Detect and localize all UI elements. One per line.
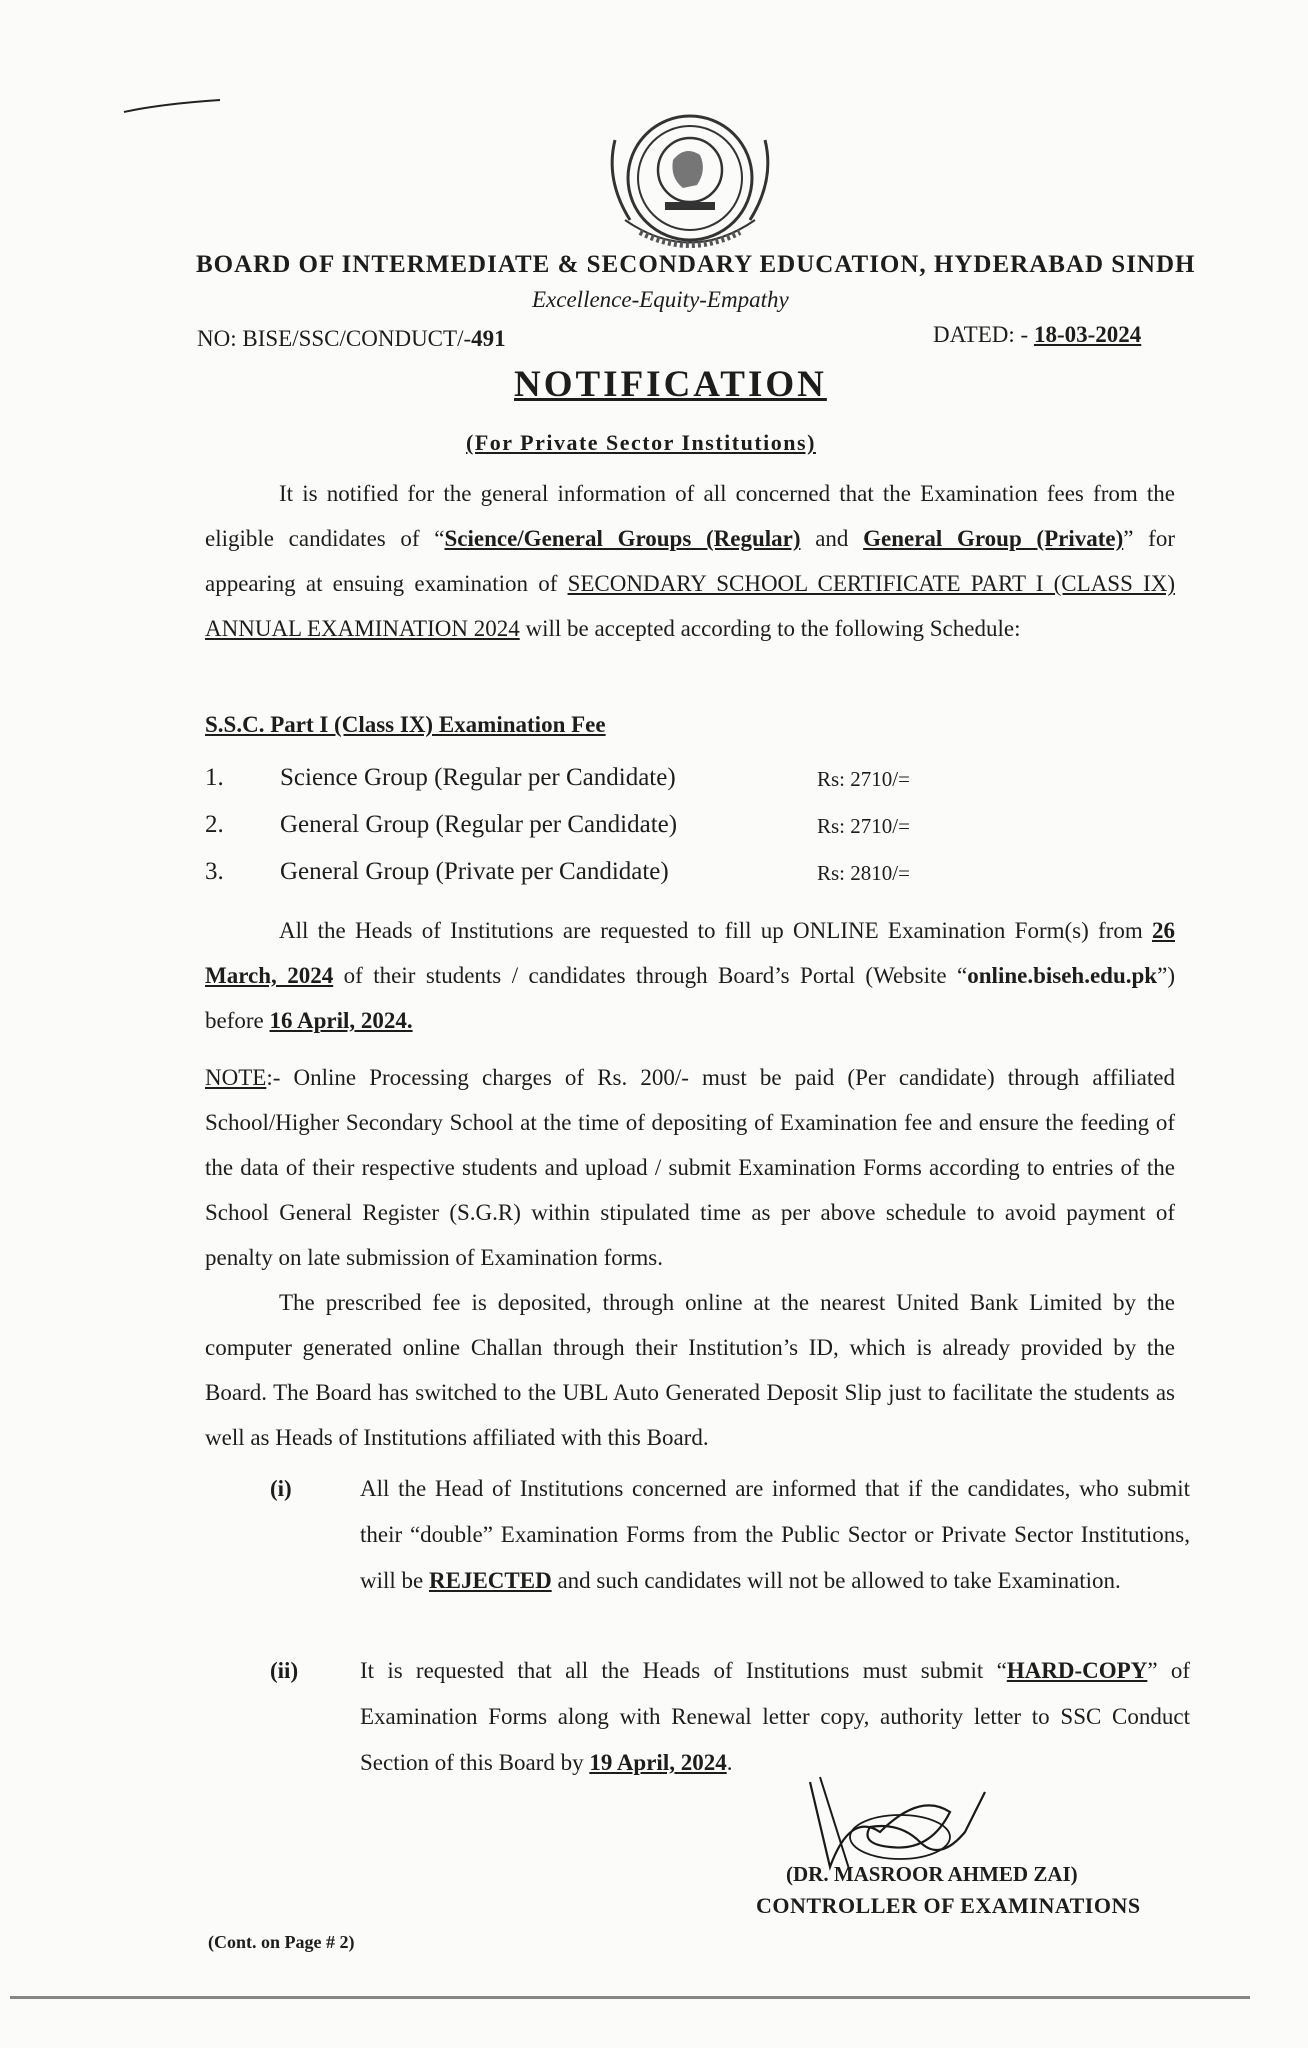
fee-number: 1. xyxy=(205,764,224,791)
list-item xyxy=(270,1648,1190,1786)
item-text: and such candidates will not be allowed to take Examination. xyxy=(551,1568,1121,1593)
signatory-title: CONTROLLER OF EXAMINATIONS xyxy=(756,1893,1141,1918)
continuation-note: (Cont. on Page # 2) xyxy=(208,1932,355,1952)
fee-row xyxy=(205,764,965,804)
hard-copy-label: HARD-COPY xyxy=(1006,1658,1148,1683)
note-paragraph xyxy=(205,1055,1175,1280)
reference-value: 491 xyxy=(471,326,506,351)
intro-text: ” for appearing at ensuing examination of xyxy=(205,526,1175,596)
intro-exam-name: SECONDARY SCHOOL CERTIFICATE PART I (CLASS IX) ANNUAL EXAMINATION 2024 xyxy=(205,571,1175,641)
document-title: NOTIFICATION xyxy=(514,364,827,405)
bottom-scan-edge xyxy=(0,1994,1308,2002)
date-value: 18-03-2024 xyxy=(1033,322,1142,347)
fee-label: General Group (Private per Candidate) xyxy=(280,858,669,885)
fee-row xyxy=(205,811,965,851)
intro-text: It is notified for the general information of all concerned that the Examination fees from the eligible candidates of “ xyxy=(205,481,1175,551)
online-text: ”) before xyxy=(205,963,1175,1033)
intro-private-group: General Group (Private) xyxy=(863,526,1124,551)
online-text: All the Heads of Institutions are requested to fill up ONLINE Examination Form(s) from xyxy=(279,918,1152,943)
item-text: It is requested that all the Heads of Institutions must submit “ xyxy=(360,1658,1007,1683)
online-end-date: 16 April, 2024. xyxy=(269,1008,413,1033)
list-marker: (ii) xyxy=(270,1658,299,1683)
fee-amount: Rs: 2810/= xyxy=(817,861,910,885)
list-marker: (i) xyxy=(270,1476,292,1501)
fee-amount: Rs: 2710/= xyxy=(817,767,910,791)
board-name: BOARD OF INTERMEDIATE & SECONDARY EDUCATION, HYDERABAD SINDH xyxy=(196,251,1196,278)
intro-text: and xyxy=(800,526,864,551)
fee-number: 2. xyxy=(205,811,224,838)
fee-heading: S.S.C. Part I (Class IX) Examination Fee xyxy=(205,712,606,737)
prescribed-fee-paragraph xyxy=(205,1280,1175,1460)
item-text: ” of Examination Forms along with Renewal letter copy, authority letter to SSC Conduct Section of this Board by xyxy=(360,1658,1190,1775)
pen-mark xyxy=(120,90,230,120)
online-form-paragraph xyxy=(205,908,1175,1043)
intro-text: will be accepted according to the following Schedule: xyxy=(519,616,1021,641)
portal-website: online.biseh.edu.pk xyxy=(967,963,1158,988)
note-text: :- Online Processing charges of Rs. 200/- must be paid (Per candidate) through affiliated School/Higher Secondary School at the time of depositing of Examination fee and ensure the feeding of the data of their respective students and upload / submit Examination Forms according to entries of the School General Register (S.G.R) within stipulated time as per above schedule to avoid payment of penalty on late submission of Examination forms. xyxy=(205,1065,1175,1270)
rejected-label: REJECTED xyxy=(429,1568,552,1593)
fee-label: Science Group (Regular per Candidate) xyxy=(280,764,676,791)
intro-paragraph xyxy=(205,471,1175,651)
item-text: All the Head of Institutions concerned are informed that if the candidates, who submit their “double” Examination Forms from the Public Sector or Private Sector Institutions, will be xyxy=(360,1476,1190,1593)
reference-number xyxy=(197,326,506,352)
hard-copy-deadline: 19 April, 2024 xyxy=(589,1750,727,1775)
item-text: . xyxy=(726,1750,733,1775)
note-label: NOTE xyxy=(205,1065,267,1090)
board-motto: Excellence-Equity-Empathy xyxy=(532,287,789,312)
signatory-name: (DR. MASROOR AHMED ZAI) xyxy=(786,1862,1078,1886)
reference-label: NO: BISE/SSC/CONDUCT/- xyxy=(197,326,472,351)
date-line xyxy=(933,322,1141,348)
fee-row xyxy=(205,858,965,898)
document-subtitle: (For Private Sector Institutions) xyxy=(466,430,816,455)
prescribed-fee-text: The prescribed fee is deposited, through online at the nearest United Bank Limited by the computer generated online Challan through their Institution’s ID, which is already provided by the Board. The Board has switched to the UBL Auto Generated Deposit Slip just to facilitate the students as well as Heads of Institutions affiliated with this Board. xyxy=(205,1290,1175,1450)
board-seal-logo xyxy=(585,100,795,270)
fee-number: 3. xyxy=(205,858,224,885)
list-item xyxy=(270,1466,1190,1604)
fee-amount: Rs: 2710/= xyxy=(817,814,910,838)
date-label: DATED: - xyxy=(933,322,1034,347)
online-text: of their students / candidates through Board’s Portal (Website “ xyxy=(333,963,968,988)
intro-regular-groups: Science/General Groups (Regular) xyxy=(444,526,801,551)
fee-label: General Group (Regular per Candidate) xyxy=(280,811,678,838)
online-start-date: 26 March, 2024 xyxy=(205,918,1175,988)
